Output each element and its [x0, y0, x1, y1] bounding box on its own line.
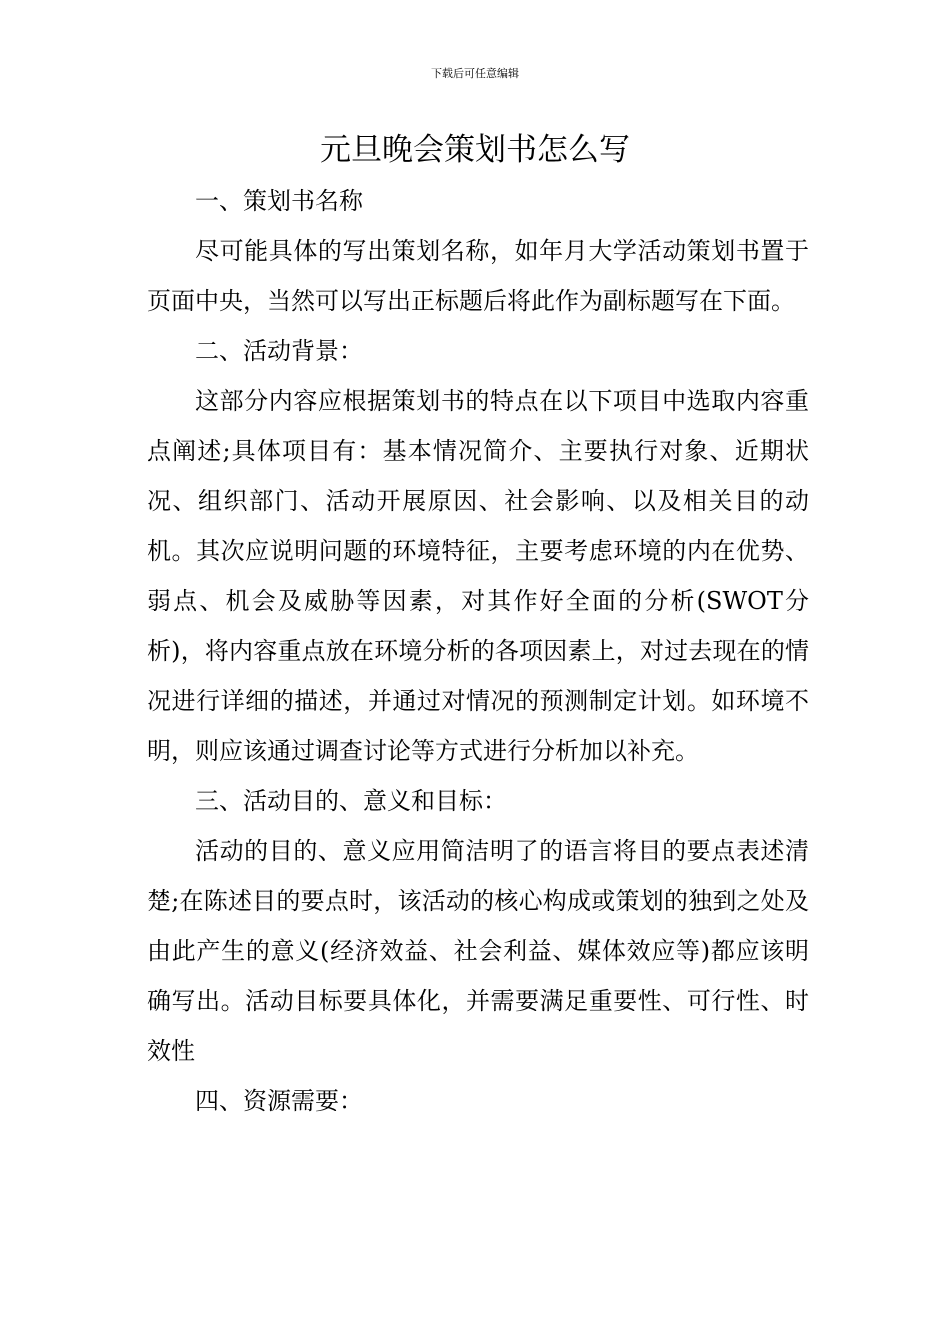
paragraph-purpose-description: 活动的目的、意义应用简洁明了的语言将目的要点表述清楚;在陈述目的要点时，该活动的核心构成或策划的独到之处及由此产生的意义(经济效益、社会利益、媒体效应等)都应该明确写出。活动目标要具体化，并需要满足重要性、可行性、时效性 — [147, 837, 809, 1065]
paragraph-name-description: 尽可能具体的写出策划名称，如年月大学活动策划书置于页面中央，当然可以写出正标题后将此作为副标题写在下面。 — [147, 237, 809, 315]
section-heading-name: 一、策划书名称 — [195, 187, 363, 215]
section-heading-resources: 四、资源需要： — [195, 1087, 363, 1115]
section-heading-background: 二、活动背景： — [195, 337, 363, 365]
section-heading-purpose: 三、活动目的、意义和目标： — [195, 787, 507, 815]
header-note: 下载后可任意编辑 — [431, 67, 519, 80]
document-body — [147, 176, 809, 1126]
document-title: 元旦晚会策划书怎么写 — [320, 132, 630, 168]
paragraph-background-description: 这部分内容应根据策划书的特点在以下项目中选取内容重点阐述;具体项目有：基本情况简介、主要执行对象、近期状况、组织部门、活动开展原因、社会影响、以及相关目的动机。其次应说明问题的环境特征，主要考虑环境的内在优势、弱点、机会及威胁等因素，对其作好全面的分析(SWOT分析)，将内容重点放在环境分析的各项因素上，对过去现在的情况进行详细的描述，并通过对情况的预测制定计划。如环境不明，则应该通过调查讨论等方式进行分析加以补充。 — [147, 387, 809, 765]
